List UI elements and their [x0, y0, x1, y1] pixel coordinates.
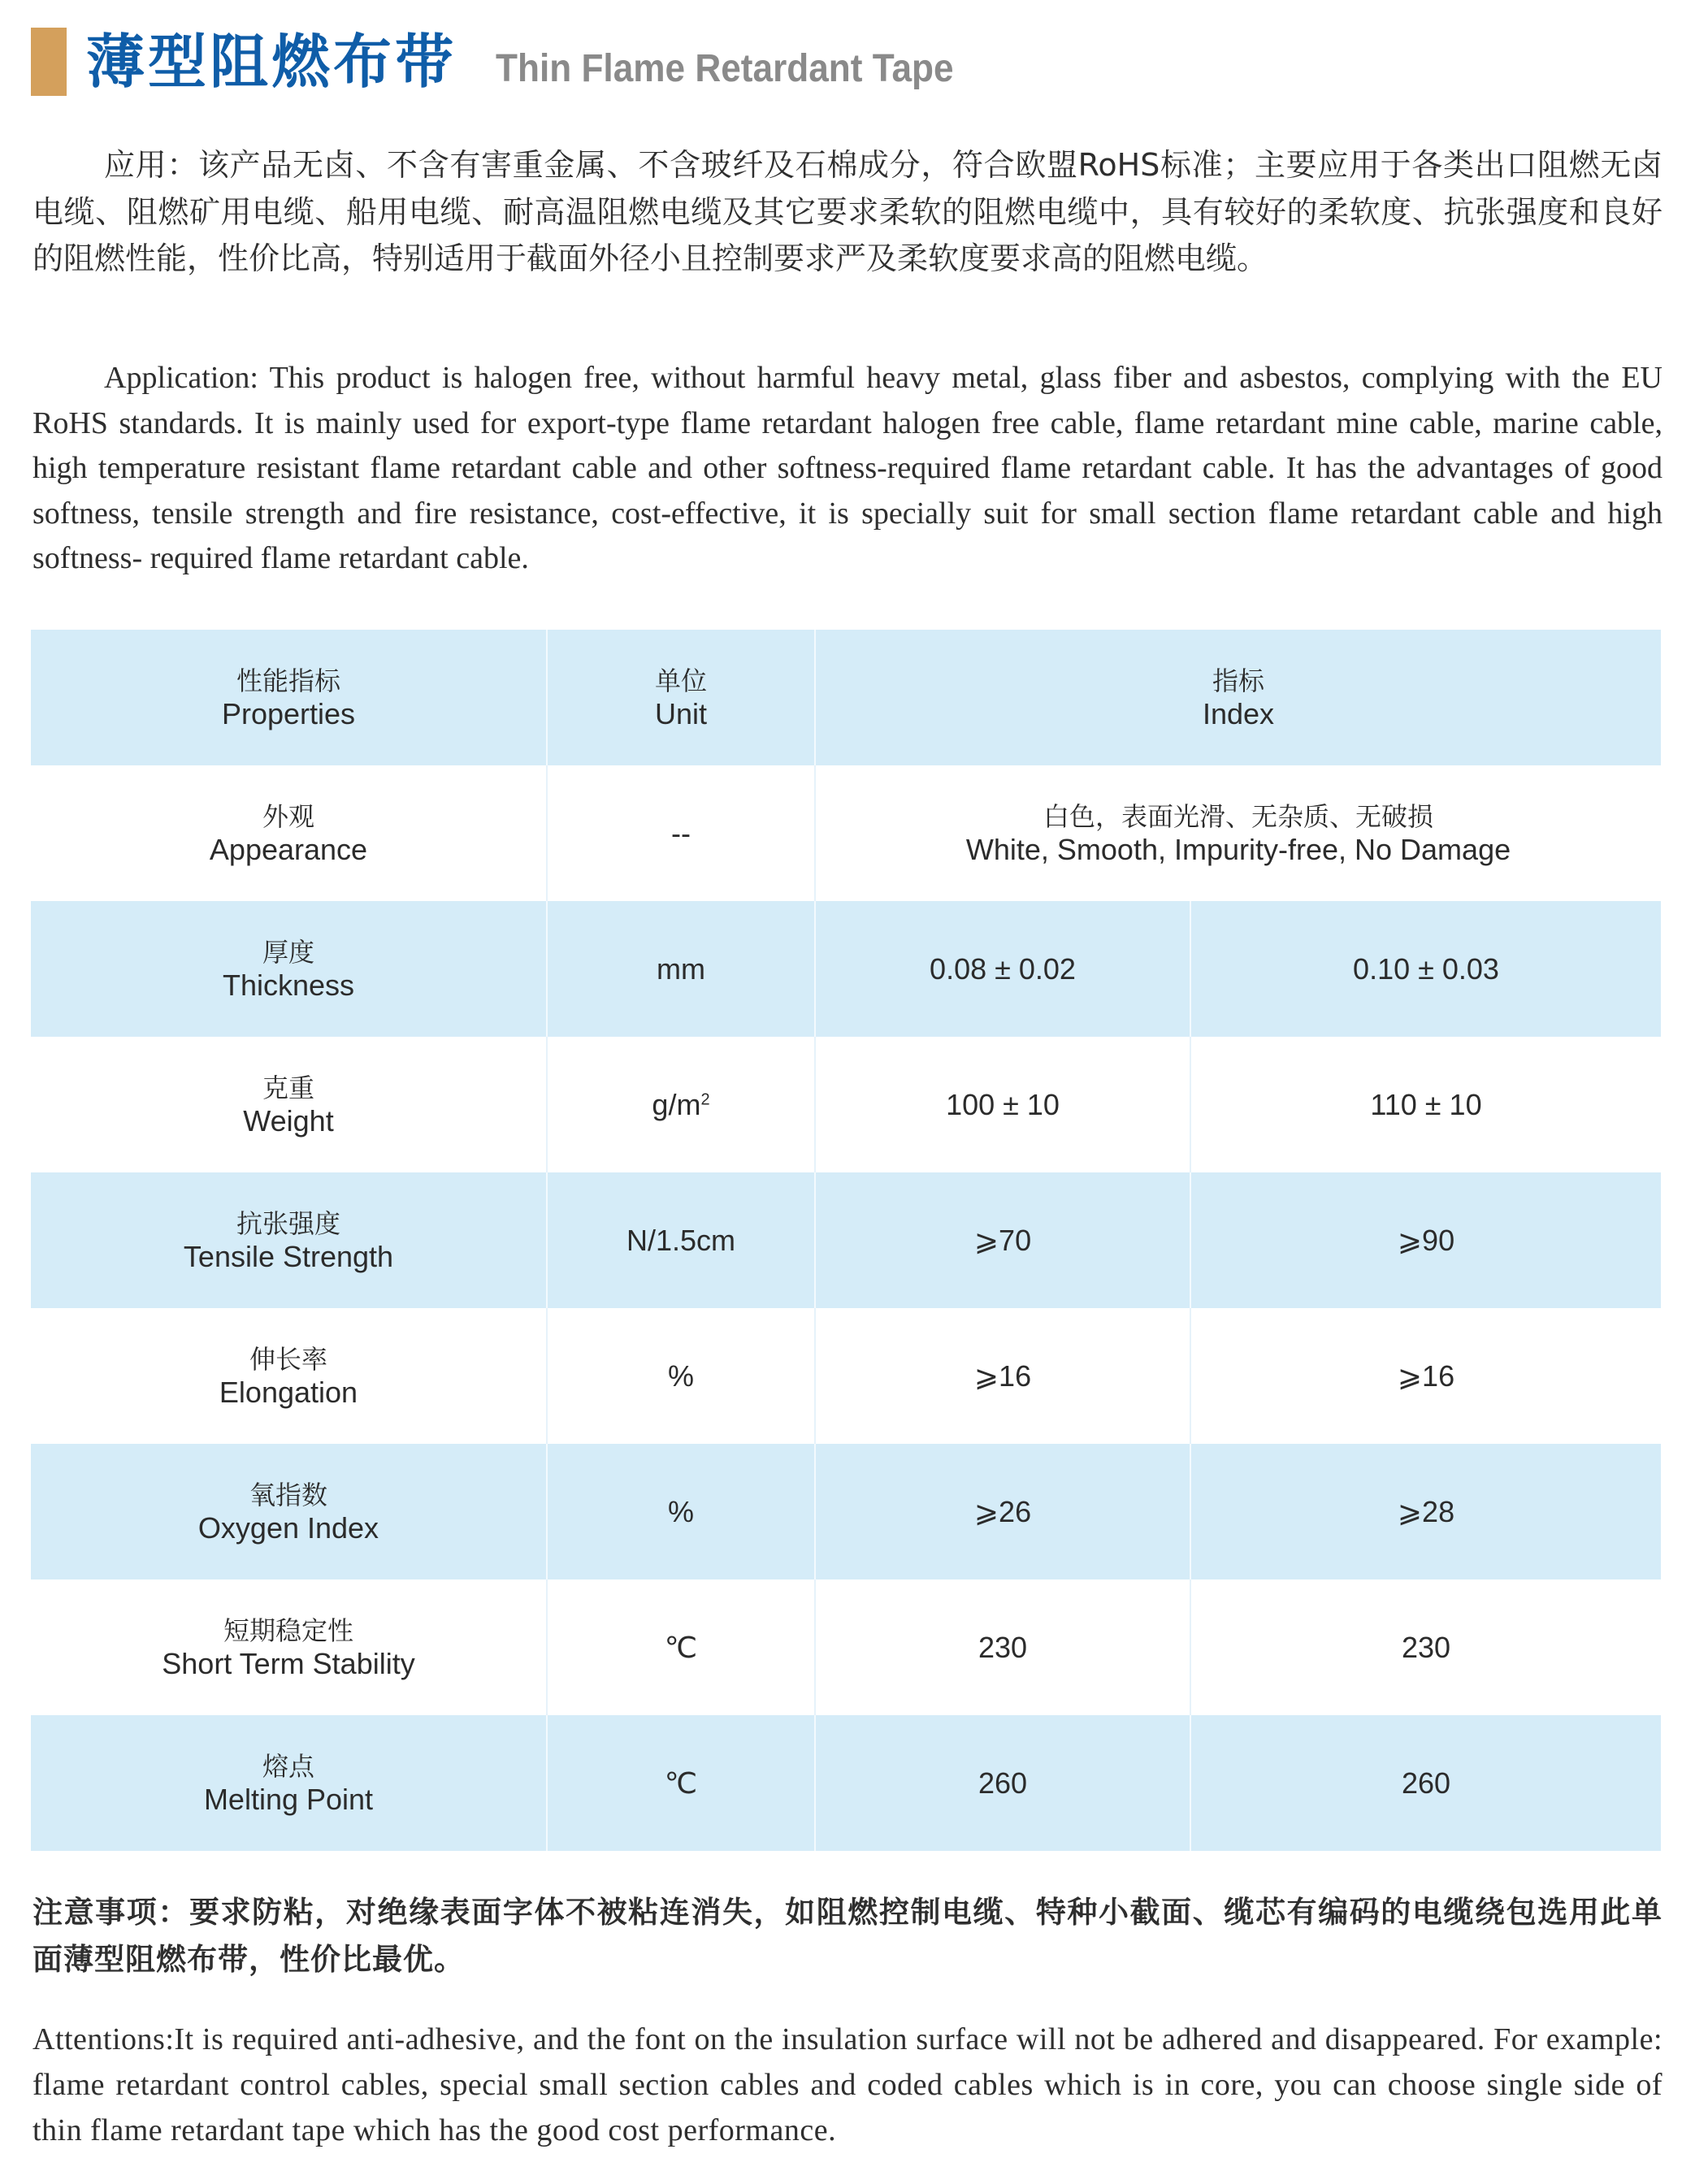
row-value-1: [815, 901, 1190, 1037]
value-1: 230: [978, 1630, 1028, 1664]
row-value-1: [815, 1444, 1190, 1580]
attention-note-en: Attentions:It is required anti-adhesive, and the font on the insulation surface will not be adhered and disappeared. For example: flame retardant control cables, special small section cables and coded cables which is in core, you can choose single side of thin flame retardant tape which has the good cost performance.: [33, 2022, 1662, 2147]
row-name-en: Thickness: [222, 968, 355, 1002]
row-unit-value: %: [667, 1358, 694, 1393]
header-properties: [31, 630, 547, 765]
row-unit-value: ℃: [664, 1766, 698, 1800]
row-unit: [547, 1308, 815, 1444]
row-unit-value: --: [671, 816, 691, 850]
row-unit-value: N/1.5cm: [626, 1223, 736, 1257]
title-accent-bar: [31, 28, 67, 96]
value-2: 110 ± 10: [1370, 1087, 1482, 1121]
row-unit-value: g/m: [652, 1087, 701, 1121]
row-value-2: [1190, 1172, 1661, 1308]
row-name-en: Melting Point: [203, 1782, 374, 1816]
title-chinese: 薄型阻燃布带: [86, 28, 457, 96]
table-row-melting-point: [31, 1715, 1661, 1851]
header-unit-en: Unit: [654, 696, 708, 730]
appearance-value-cn: 白色，表面光滑、无杂质、无破损: [1043, 800, 1434, 832]
row-unit: [547, 901, 815, 1037]
application-paragraph-en: Application: This product is halogen free, without harmful heavy metal, glass fiber and asbestos, complying with the EU RoHS standards. It is mainly used for export-type flame retardant halogen free cable, flame retardant mine cable, marine cable, high temperature resistant flame retardant cable and other softness-required flame retardant cable. It has the advantages of good softness, tensile strength and fire resistance, cost-effective, it is specially suit for small section flame retardant cable and high softness- required flame retardant cable.: [33, 361, 1662, 575]
value-2: ⩾28: [1397, 1494, 1455, 1528]
appearance-value-en: White, Smooth, Impurity-free, No Damage: [965, 832, 1511, 866]
row-value-2: [1190, 1715, 1661, 1851]
row-value-1: [815, 1580, 1190, 1715]
row-name-cn: 氧指数: [249, 1479, 327, 1510]
table-row-short-term-stability: [31, 1580, 1661, 1715]
table-row-appearance: [31, 765, 1661, 901]
header-index-en: Index: [1202, 696, 1275, 730]
row-value-2: [1190, 1037, 1661, 1172]
row-name-cn: 短期稳定性: [223, 1614, 353, 1646]
application-paragraph-cn: 应用：该产品无卤、不含有害重金属、不含玻纤及石棉成分，符合欧盟RoHS标准；主要应用于各类出口阻燃无卤电缆、阻燃矿用电缆、船用电缆、耐高温阻燃电缆及其它要求柔软的阻燃电缆中，具有较好的柔软度、抗张强度和良好的阻燃性能，性价比高，特别适用于截面外径小且控制要求严及柔软度要求高的阻燃电缆。: [33, 147, 1662, 276]
row-name: [31, 901, 547, 1037]
header-unit-cn: 单位: [654, 665, 707, 696]
row-unit: [547, 1580, 815, 1715]
row-value-1: [815, 1037, 1190, 1172]
row-name-en: Oxygen Index: [197, 1510, 379, 1545]
value-1: ⩾26: [973, 1494, 1032, 1528]
row-name: [31, 1308, 547, 1444]
row-name-cn: 抗张强度: [236, 1207, 340, 1239]
value-2: 260: [1401, 1766, 1451, 1800]
value-1: 260: [978, 1766, 1028, 1800]
spec-table: [31, 630, 1661, 1851]
row-name-cn: 熔点: [262, 1750, 314, 1782]
row-value-1: [815, 1308, 1190, 1444]
row-value-1: [815, 1172, 1190, 1308]
row-name: [31, 1715, 547, 1851]
title-english: Thin Flame Retardant Tape: [496, 46, 954, 90]
table-row-elongation: [31, 1308, 1661, 1444]
header-properties-cn: 性能指标: [236, 665, 340, 696]
row-value: [815, 765, 1661, 901]
row-value-2: [1190, 1308, 1661, 1444]
row-name: [31, 1444, 547, 1580]
value-2: ⩾16: [1397, 1358, 1455, 1393]
header-unit: [547, 630, 815, 765]
value-1: ⩾70: [973, 1223, 1032, 1257]
row-unit: [547, 765, 815, 901]
row-unit-value: ℃: [664, 1630, 698, 1664]
table-header-row: [31, 630, 1661, 765]
row-name-en: Weight: [243, 1103, 334, 1138]
row-unit: [547, 1172, 815, 1308]
value-2: 230: [1401, 1630, 1451, 1664]
value-1: 0.08 ± 0.02: [930, 951, 1076, 986]
row-value-2: [1190, 1580, 1661, 1715]
row-name-cn: 克重: [262, 1072, 314, 1103]
row-unit: [547, 1444, 815, 1580]
attention-note-cn: 注意事项：要求防粘，对绝缘表面字体不被粘连消失，如阻燃控制电缆、特种小截面、缆芯有编码的电缆绕包选用此单面薄型阻燃布带，性价比最优。: [33, 1895, 1662, 1977]
value-2: 0.10 ± 0.03: [1353, 951, 1499, 986]
header-index-cn: 指标: [1212, 665, 1265, 696]
table-row-thickness: [31, 901, 1661, 1037]
row-value-2: [1190, 901, 1661, 1037]
row-name: [31, 1037, 547, 1172]
table-row-weight: [31, 1037, 1661, 1172]
value-1: ⩾16: [973, 1358, 1032, 1393]
header-index: [815, 630, 1661, 765]
table-row-tensile-strength: [31, 1172, 1661, 1308]
row-value-2: [1190, 1444, 1661, 1580]
unit-superscript: 2: [700, 1090, 710, 1108]
row-name-en: Elongation: [219, 1375, 358, 1409]
row-value-1: [815, 1715, 1190, 1851]
row-unit-value: mm: [657, 951, 705, 986]
table-row-oxygen-index: [31, 1444, 1661, 1580]
row-name: [31, 765, 547, 901]
row-name-en: Short Term Stability: [162, 1646, 415, 1680]
row-name-en: Appearance: [209, 832, 368, 866]
row-name-cn: 伸长率: [249, 1343, 327, 1375]
row-name: [31, 1580, 547, 1715]
row-name-cn: 厚度: [262, 936, 314, 968]
row-unit-value: %: [667, 1494, 694, 1528]
row-name: [31, 1172, 547, 1308]
value-2: ⩾90: [1397, 1223, 1455, 1257]
header-properties-en: Properties: [221, 696, 356, 730]
row-unit: [547, 1715, 815, 1851]
page-title: [31, 27, 994, 97]
row-name-en: Tensile Strength: [183, 1239, 394, 1273]
value-1: 100 ± 10: [946, 1087, 1060, 1121]
row-unit: [547, 1037, 815, 1172]
row-name-cn: 外观: [262, 800, 314, 832]
